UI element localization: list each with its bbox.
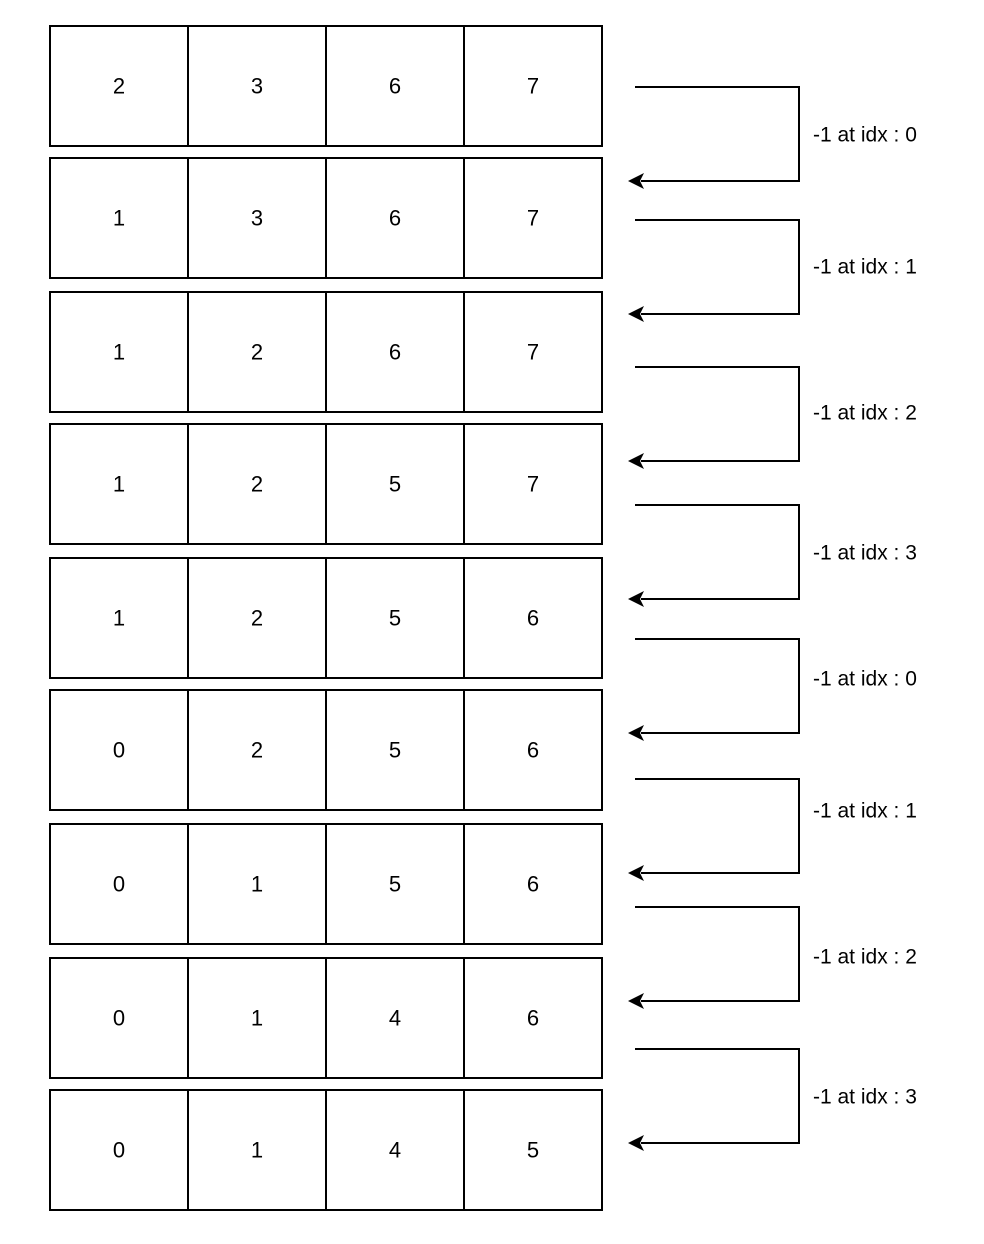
step-connector xyxy=(628,779,917,881)
array-cell-value: 7 xyxy=(526,471,540,497)
elbow-arrow-line xyxy=(635,639,799,733)
array-cell-value: 1 xyxy=(250,1005,264,1031)
step-label: -1 at idx : 3 xyxy=(813,1085,917,1109)
step-label: -1 at idx : 2 xyxy=(813,401,917,425)
array-cell-value: 0 xyxy=(112,1005,126,1031)
array-cell-value: 3 xyxy=(250,73,264,99)
step-connector xyxy=(628,1049,917,1151)
array-cell-value: 5 xyxy=(388,871,402,897)
array-cell-value: 1 xyxy=(112,339,126,365)
step-label: -1 at idx : 3 xyxy=(813,541,917,565)
array-row xyxy=(50,424,602,544)
array-cell-value: 1 xyxy=(112,205,126,231)
step-arrows xyxy=(628,87,917,1151)
array-cell-value: 0 xyxy=(112,871,126,897)
array-cell-value: 5 xyxy=(388,605,402,631)
elbow-arrow-line xyxy=(635,87,799,181)
array-cell-value: 2 xyxy=(250,737,264,763)
array-cell-value: 2 xyxy=(250,471,264,497)
elbow-arrow-line xyxy=(635,779,799,873)
array-row xyxy=(50,26,602,146)
array-cell-value: 4 xyxy=(388,1005,402,1031)
array-cell-value: 5 xyxy=(526,1137,540,1163)
step-label: -1 at idx : 1 xyxy=(813,255,917,279)
elbow-arrow-line xyxy=(635,907,799,1001)
array-cell-value: 6 xyxy=(526,737,540,763)
array-cell-value: 6 xyxy=(526,605,540,631)
array-cell-value: 6 xyxy=(526,871,540,897)
array-cell-value: 1 xyxy=(112,605,126,631)
array-cell-value: 2 xyxy=(112,73,126,99)
array-row xyxy=(50,690,602,810)
step-label: -1 at idx : 2 xyxy=(813,945,917,969)
array-cell-value: 7 xyxy=(526,73,540,99)
array-cell-value: 2 xyxy=(250,339,264,365)
array-cell-value: 1 xyxy=(112,471,126,497)
step-label: -1 at idx : 0 xyxy=(813,123,917,147)
step-connector xyxy=(628,220,917,322)
array-cell-value: 1 xyxy=(250,871,264,897)
elbow-arrow-line xyxy=(635,505,799,599)
array-cell-value: 7 xyxy=(526,339,540,365)
array-cell-value: 6 xyxy=(388,339,402,365)
array-cell-value: 5 xyxy=(388,471,402,497)
array-row xyxy=(50,1090,602,1210)
array-cell-value: 6 xyxy=(388,73,402,99)
array-cell-value: 4 xyxy=(388,1137,402,1163)
elbow-arrow-line xyxy=(635,220,799,314)
step-connector xyxy=(628,639,917,741)
step-connector xyxy=(628,87,917,189)
step-connector xyxy=(628,907,917,1009)
step-label: -1 at idx : 1 xyxy=(813,799,917,823)
array-cell-value: 6 xyxy=(526,1005,540,1031)
elbow-arrow-line xyxy=(635,1049,799,1143)
step-connector xyxy=(628,367,917,469)
elbow-arrow-line xyxy=(635,367,799,461)
array-cell-value: 0 xyxy=(112,737,126,763)
array-cell-value: 6 xyxy=(388,205,402,231)
array-cell-value: 2 xyxy=(250,605,264,631)
step-connector xyxy=(628,505,917,607)
array-row xyxy=(50,158,602,278)
array-cell-value: 1 xyxy=(250,1137,264,1163)
array-row xyxy=(50,292,602,412)
array-cell-value: 5 xyxy=(388,737,402,763)
array-rows xyxy=(50,26,602,1210)
array-row xyxy=(50,958,602,1078)
array-row xyxy=(50,558,602,678)
array-cell-value: 3 xyxy=(250,205,264,231)
array-cell-value: 0 xyxy=(112,1137,126,1163)
array-row xyxy=(50,824,602,944)
step-label: -1 at idx : 0 xyxy=(813,667,917,691)
array-cell-value: 7 xyxy=(526,205,540,231)
